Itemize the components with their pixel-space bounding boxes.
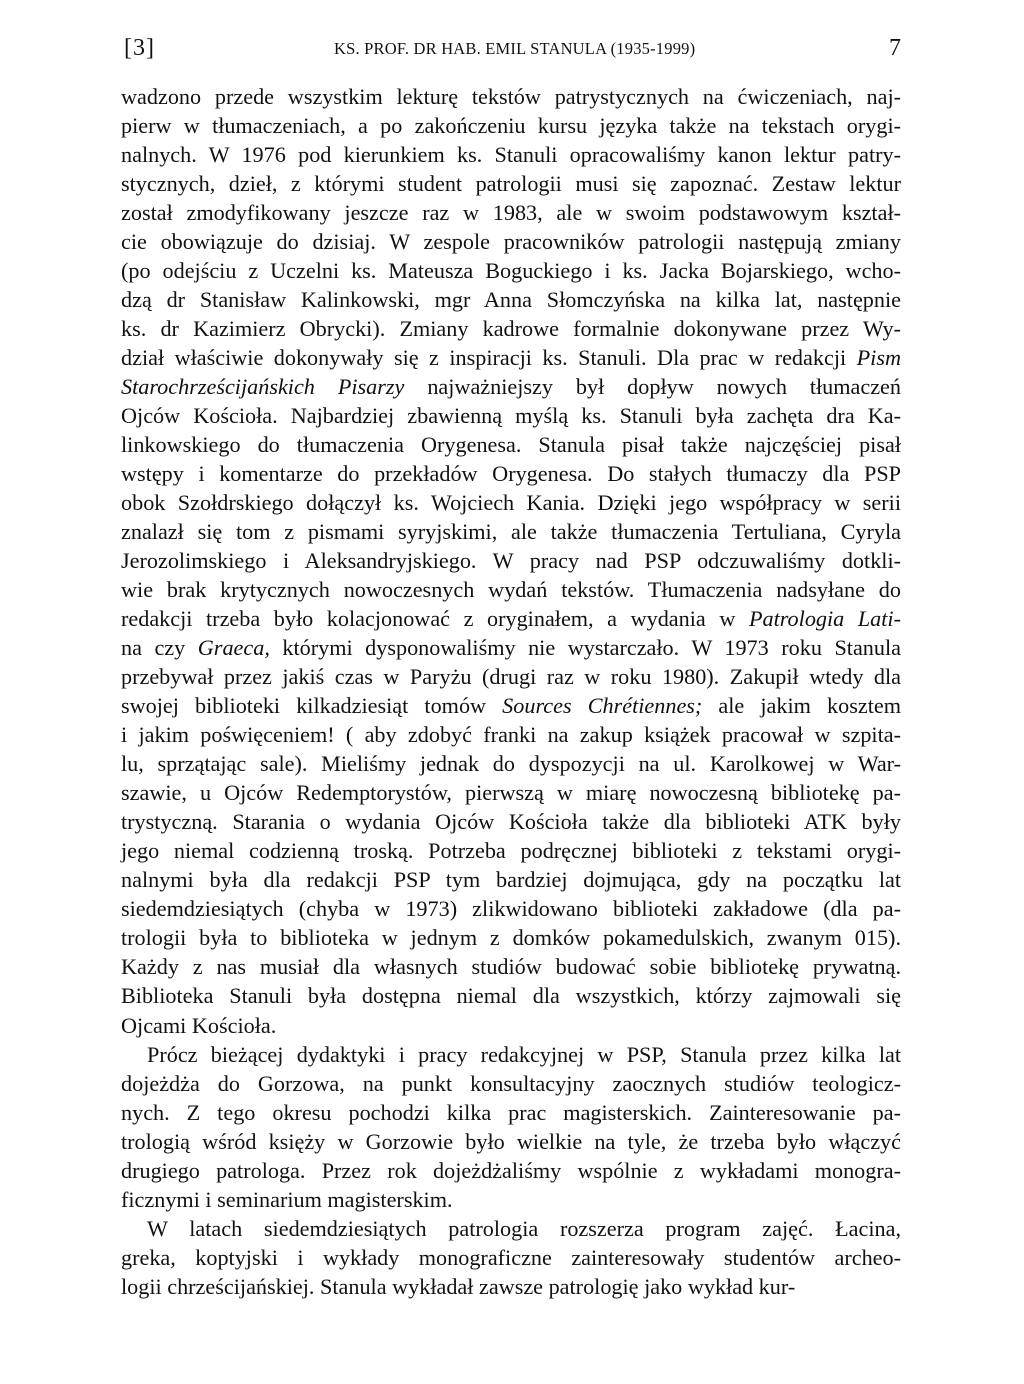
text-line: dzą dr Stanisław Kalinkowski, mgr Anna Słomczyńska na kilka lat, następnie (121, 287, 901, 313)
text-line: Jerozolimskiego i Aleksandryjskiego. W pracy nad PSP odczuwaliśmy dotkli- (121, 548, 901, 574)
text-line: drugiego patrologa. Przez rok dojeżdżaliśmy wspólnie z wykładami monogra- (121, 1157, 901, 1183)
text-line: nych. Z tego okresu pochodzi kilka prac magisterskich. Zainteresowanie pa- (121, 1099, 901, 1125)
running-title: KS. PROF. DR HAB. EMIL STANULA (1935-1999) (334, 39, 696, 58)
text-line: znalazł się tom z pismami syryjskimi, ale także tłumaczenia Tertuliana, Cyryla (121, 519, 901, 545)
text-line: nalnymi była dla redakcji PSP tym bardziej dojmująca, gdy na początku lat (121, 867, 901, 893)
text-line: Prócz bieżącej dydaktyki i pracy redakcyjnej w PSP, Stanula przez kilka lat (147, 1041, 901, 1067)
text-line: wstępy i komentarze do przekładów Orygenesa. Do stałych tłumaczy dla PSP (121, 461, 901, 487)
text-line: Ojców Kościoła. Najbardziej zbawienną myślą ks. Stanuli była zachęta dra Ka- (121, 403, 901, 429)
text-line: Każdy z nas musiał dla własnych studiów budować sobie bibliotekę prywatną. (121, 954, 901, 980)
text-line: ficznymi i seminarium magisterskim. (121, 1186, 453, 1212)
text-line: ks. dr Kazimierz Obrycki). Zmiany kadrowe formalnie dokonywane przez Wy- (121, 316, 901, 342)
body-text (121, 82, 901, 1301)
text-line: trologii była to biblioteka w jednym z domków pokamedulskich, zwanym 015). (121, 925, 901, 951)
text-line: szawie, u Ojców Redemptorystów, pierwszą w miarę nowoczesną bibliotekę pa- (121, 780, 901, 806)
running-header (124, 30, 901, 66)
text-line: siedemdziesiątych (chyba w 1973) zlikwidowano biblioteki zakładowe (dla pa- (121, 896, 901, 922)
text-line: wie brak krytycznych nowoczesnych wydań tekstów. Tłumaczenia nadsyłane do (121, 577, 901, 603)
text-line: linkowskiego do tłumaczenia Orygenesa. Stanula pisał także najczęściej pisał (121, 432, 901, 458)
text-line: cie obowiązuje do dzisiaj. W zespole pracowników patrologii następują zmiany (121, 229, 901, 255)
text-line: jego niemal codzienną troską. Potrzeba podręcznej biblioteki z tekstami orygi- (121, 838, 901, 864)
text-line: trystyczną. Starania o wydania Ojców Kościoła także dla biblioteki ATK były (121, 809, 901, 835)
text-line: lu, sprzątając sale). Mieliśmy jednak do dyspozycji na ul. Karolkowej w War- (121, 751, 901, 777)
paragraph (121, 1040, 901, 1214)
text-line: nalnych. W 1976 pod kierunkiem ks. Stanuli opracowaliśmy kanon lektur patry- (121, 142, 901, 168)
paragraph (121, 82, 901, 1040)
text-line: i jakim poświęceniem! ( aby zdobyć franki na zakup książek pracował w szpita- (121, 722, 901, 748)
text-line: na czy Graeca, którymi dysponowaliśmy nie wystarczało. W 1973 roku Stanula (121, 635, 902, 661)
text-line: logii chrześcijańskiej. Stanula wykładał zawsze patrologię jako wykład kur- (121, 1273, 796, 1299)
section-bracket-number: [3] (124, 35, 155, 61)
text-line: obok Szołdrskiego dołączył ks. Wojciech Kania. Dzięki jego współpracy w serii (121, 490, 901, 516)
text-line: redakcji trzeba było kolacjonować z oryginałem, a wydania w Patrologia Lati- (121, 606, 901, 632)
text-line: greka, koptyjski i wykłady monograficzne zainteresowały studentów archeo- (121, 1244, 901, 1270)
text-line: swojej biblioteki kilkadziesiąt tomów Sources Chrétiennes; ale jakim kosztem (121, 693, 901, 719)
text-line: Biblioteka Stanuli była dostępna niemal dla wszystkich, którzy zajmowali się (121, 983, 901, 1009)
text-line: pierw w tłumaczeniach, a po zakończeniu kursu języka także na tekstach orygi- (121, 113, 901, 139)
text-line: Starochrześcijańskich Pisarzy najważniejszy był dopływ nowych tłumaczeń (121, 374, 901, 400)
text-line: dojeżdża do Gorzowa, na punkt konsultacyjny zaocznych studiów teologicz- (121, 1070, 901, 1096)
paragraph (121, 1214, 901, 1301)
text-line: trologią wśród księży w Gorzowie było wielkie na tyle, że trzeba było włączyć (121, 1128, 901, 1154)
page-number: 7 (889, 35, 901, 61)
text-line: wadzono przede wszystkim lekturę tekstów patrystycznych na ćwiczeniach, naj- (121, 84, 901, 109)
text-line: Ojcami Kościoła. (121, 1012, 277, 1038)
text-line: W latach siedemdziesiątych patrologia rozszerza program zajęć. Łacina, (147, 1215, 901, 1241)
text-line: (po odejściu z Uczelni ks. Mateusza Boguckiego i ks. Jacka Bojarskiego, wcho- (121, 258, 901, 284)
text-line: został zmodyfikowany jeszcze raz w 1983, ale w swoim podstawowym kształ- (121, 200, 901, 226)
text-line: dział właściwie dokonywały się z inspiracji ks. Stanuli. Dla prac w redakcji Pism (121, 345, 901, 371)
text-line: stycznych, dzieł, z którymi student patrologii musi się zapoznać. Zestaw lektur (121, 171, 901, 197)
text-line: przebywał przez jakiś czas w Paryżu (drugi raz w roku 1980). Zakupił wtedy dla (121, 664, 901, 690)
